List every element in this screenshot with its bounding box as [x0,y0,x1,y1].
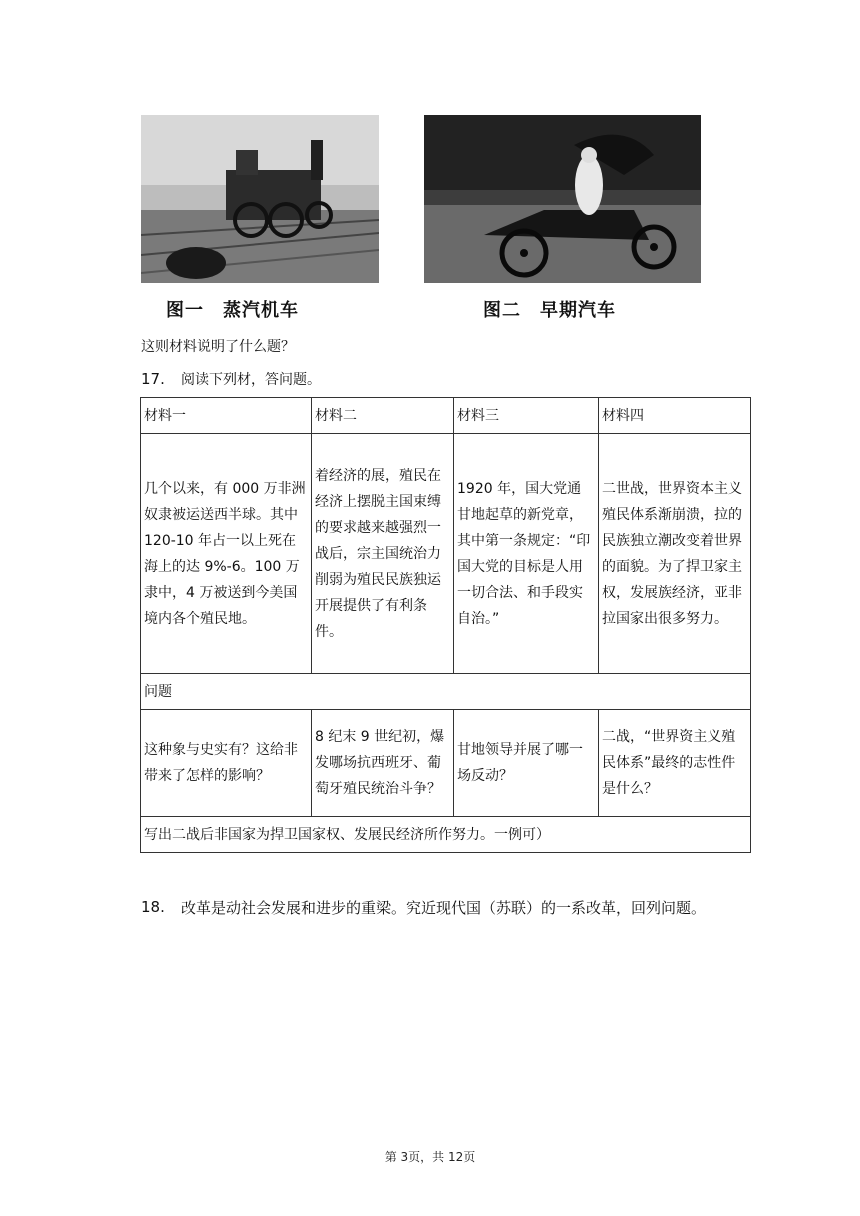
question-16-prompt: 这则材料说明了什么题？ [141,339,295,355]
question-3-text: 甘地领导并展了哪一场反动？ [454,710,599,817]
material-3-text: 1920 年，国大党通甘地起草的新党章，其中第一条规定：“印国大党的目标是人用一切合法、和手段实自治。” [454,434,599,674]
question-4-text: 二战，“世界资主义殖民体系”最终的志性件是什么？ [599,710,751,817]
question-1-text: 这种象与史实有？这给非带来了怎样的影响？ [141,710,312,817]
question-18-number: 18. [141,898,165,916]
material-2-text: 着经济的展，殖民在经济上摆脱主国束缚的要求越来越强烈一战后，宗主国统治力削弱为殖民民族独运开展提供了有利条件。 [312,434,454,674]
questions-header: 问题 [141,674,751,710]
page-number-footer: 第 3页，共 12页 [384,1150,476,1164]
material-4-text: 二世战，世界资本主义殖民体系渐崩溃，拉的民族独立潮改变着世界的面貌。为了捍卫家主权，发展族经济，亚非拉国家出很多努力。 [599,434,751,674]
figure-2-caption: 图二 早期汽车 [483,300,616,321]
materials-table [140,397,751,853]
question-final-text: 写出二战后非国家为捍卫国家权、发展民经济所作努力。一例可） [141,817,751,853]
figure-1-caption: 图一 蒸汽机车 [166,300,299,321]
header-material-4: 材料四 [599,398,751,434]
header-material-1: 材料一 [141,398,312,434]
material-1-text: 几个以来，有 000 万非洲奴隶被运送西半球。其中 120-10 年占一以上死在海上的达 9%-6。100 万隶中，4 万被送到今美国境内各个殖民地。 [141,434,312,674]
question-17-prompt: 阅读下列材，答问题。 [181,372,321,388]
question-2-text: 8 纪末 9 世纪初，爆发哪场抗西班牙、葡萄牙殖民统治斗争？ [312,710,454,817]
steam-locomotive-photo [141,115,379,283]
question-18-prompt: 改革是动社会发展和进步的重梁。究近现代国（苏联）的一系改革，回列问题。 [181,899,707,917]
question-17-number: 17. [141,370,165,388]
header-material-2: 材料二 [312,398,454,434]
early-automobile-photo [424,115,701,283]
header-material-3: 材料三 [454,398,599,434]
